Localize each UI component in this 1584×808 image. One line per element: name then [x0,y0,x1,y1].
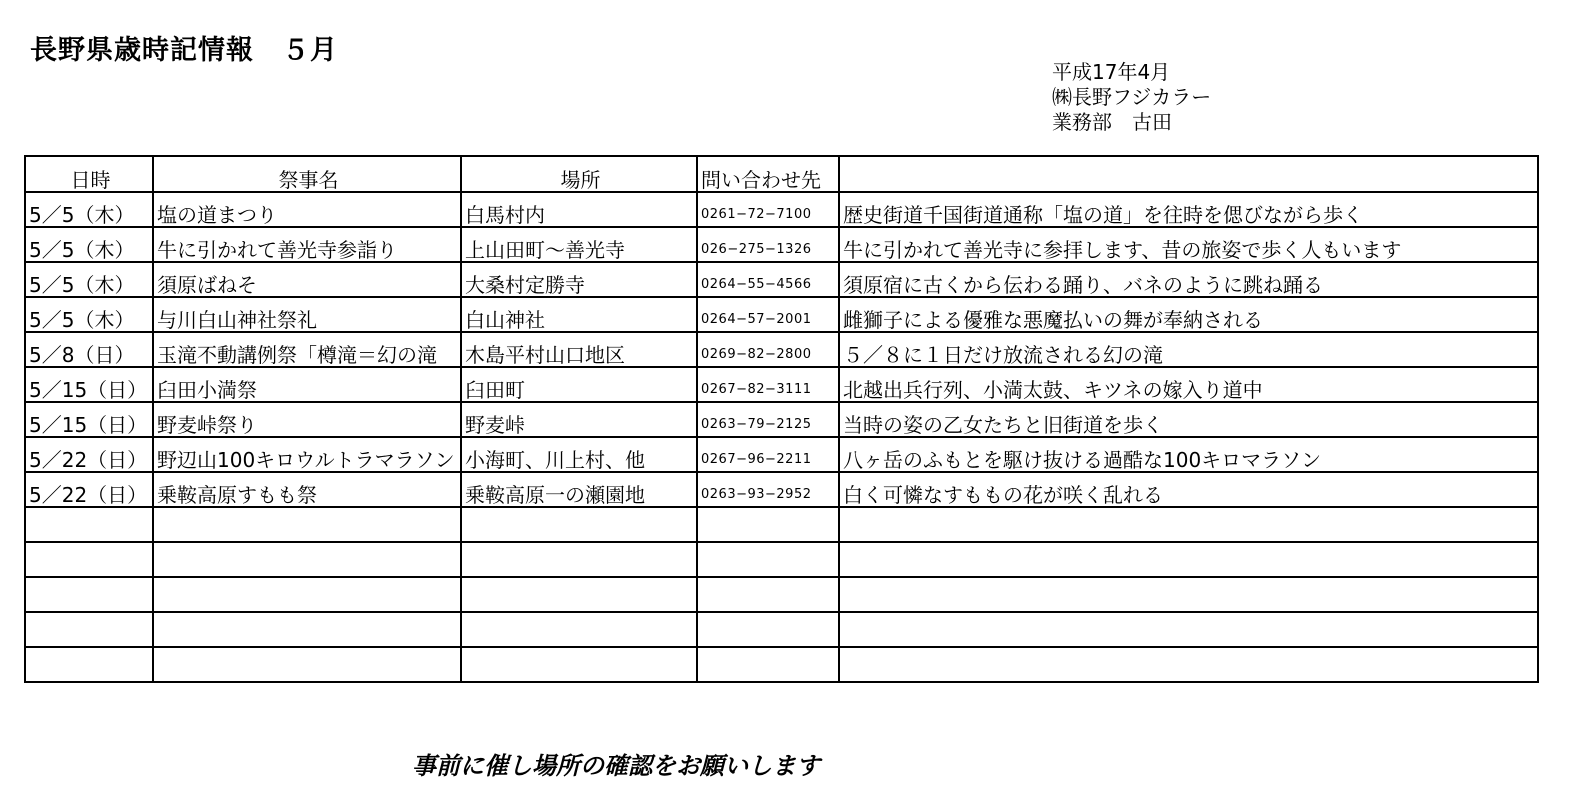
cell-description: 歴史街道千国街道通称「塩の道」を往時を偲びながら歩く [839,192,1538,227]
cell-location: 白馬村内 [461,192,697,227]
meta-department: 業務部 古田 [1052,110,1172,134]
empty-cell [461,647,697,682]
header-contact: 問い合わせ先 [697,156,839,192]
cell-contact: 026−275−1326 [697,227,839,262]
cell-location: 木島平村山口地区 [461,332,697,367]
cell-event-name: 乗鞍高原すもも祭 [153,472,461,507]
cell-date: 5／5（木） [25,227,153,262]
header-date: 日時 [25,156,153,192]
cell-event-name: 牛に引かれて善光寺参詣り [153,227,461,262]
cell-event-name: 臼田小満祭 [153,367,461,402]
empty-table-row [25,542,1538,577]
empty-cell [839,612,1538,647]
cell-contact: 0264−55−4566 [697,262,839,297]
cell-contact: 0267−96−2211 [697,437,839,472]
empty-cell [461,542,697,577]
empty-cell [153,577,461,612]
empty-cell [839,542,1538,577]
table-row [25,227,1538,262]
cell-location: 小海町、川上村、他 [461,437,697,472]
cell-event-name: 塩の道まつり [153,192,461,227]
meta-date: 平成17年4月 [1052,60,1171,84]
events-table [24,155,1539,683]
table-row [25,297,1538,332]
cell-location: 臼田町 [461,367,697,402]
empty-cell [697,612,839,647]
empty-cell [25,507,153,542]
cell-event-name: 野麦峠祭り [153,402,461,437]
table-row [25,402,1538,437]
empty-cell [153,647,461,682]
cell-location: 上山田町〜善光寺 [461,227,697,262]
empty-cell [461,507,697,542]
table-row [25,262,1538,297]
empty-cell [697,542,839,577]
empty-cell [697,507,839,542]
empty-cell [697,577,839,612]
table-row [25,367,1538,402]
empty-cell [153,507,461,542]
empty-cell [153,542,461,577]
header-location: 場所 [461,156,697,192]
empty-cell [25,542,153,577]
cell-location: 白山神社 [461,297,697,332]
cell-description: 北越出兵行列、小満太鼓、キツネの嫁入り道中 [839,367,1538,402]
cell-date: 5／15（日） [25,402,153,437]
cell-location: 野麦峠 [461,402,697,437]
cell-date: 5／22（日） [25,437,153,472]
cell-description: 雌獅子による優雅な悪魔払いの舞が奉納される [839,297,1538,332]
table-row [25,192,1538,227]
empty-cell [25,577,153,612]
empty-cell [461,612,697,647]
table-row [25,437,1538,472]
cell-event-name: 与川白山神社祭礼 [153,297,461,332]
empty-cell [25,612,153,647]
cell-date: 5／5（木） [25,192,153,227]
cell-location: 乗鞍高原一の瀬園地 [461,472,697,507]
header-event-name: 祭事名 [153,156,461,192]
document-meta [1052,60,1211,135]
empty-table-row [25,647,1538,682]
table-header-row [25,156,1538,192]
cell-date: 5／22（日） [25,472,153,507]
footer-notice: 事前に催し場所の確認をお願いします [412,752,820,780]
page-title: 長野県歳時記情報 ５月 [30,35,338,66]
empty-table-row [25,612,1538,647]
cell-event-name: 野辺山100キロウルトラマラソン [153,437,461,472]
cell-description: 当時の姿の乙女たちと旧街道を歩く [839,402,1538,437]
empty-cell [839,507,1538,542]
cell-date: 5／15（日） [25,367,153,402]
cell-contact: 0263−93−2952 [697,472,839,507]
meta-company: ㈱長野フジカラー [1052,85,1212,109]
empty-table-row [25,507,1538,542]
cell-description: ５／８に１日だけ放流される幻の滝 [839,332,1538,367]
empty-cell [839,647,1538,682]
empty-table-row [25,577,1538,612]
header-description [839,156,1538,192]
empty-cell [697,647,839,682]
cell-contact: 0263−79−2125 [697,402,839,437]
cell-location: 大桑村定勝寺 [461,262,697,297]
events-table-body [25,192,1538,682]
cell-description: 白く可憐なすももの花が咲く乱れる [839,472,1538,507]
cell-description: 須原宿に古くから伝わる踊り、バネのように跳ね踊る [839,262,1538,297]
cell-contact: 0264−57−2001 [697,297,839,332]
empty-cell [461,577,697,612]
empty-cell [153,612,461,647]
table-row [25,472,1538,507]
cell-date: 5／8（日） [25,332,153,367]
cell-date: 5／5（木） [25,297,153,332]
cell-event-name: 玉滝不動講例祭「樽滝＝幻の滝 [153,332,461,367]
cell-event-name: 須原ばねそ [153,262,461,297]
empty-cell [25,647,153,682]
cell-description: 牛に引かれて善光寺に参拝します、昔の旅姿で歩く人もいます [839,227,1538,262]
cell-description: 八ヶ岳のふもとを駆け抜ける過酷な100キロマラソン [839,437,1538,472]
table-row [25,332,1538,367]
cell-contact: 0269−82−2800 [697,332,839,367]
cell-contact: 0267−82−3111 [697,367,839,402]
cell-date: 5／5（木） [25,262,153,297]
empty-cell [839,577,1538,612]
cell-contact: 0261−72−7100 [697,192,839,227]
